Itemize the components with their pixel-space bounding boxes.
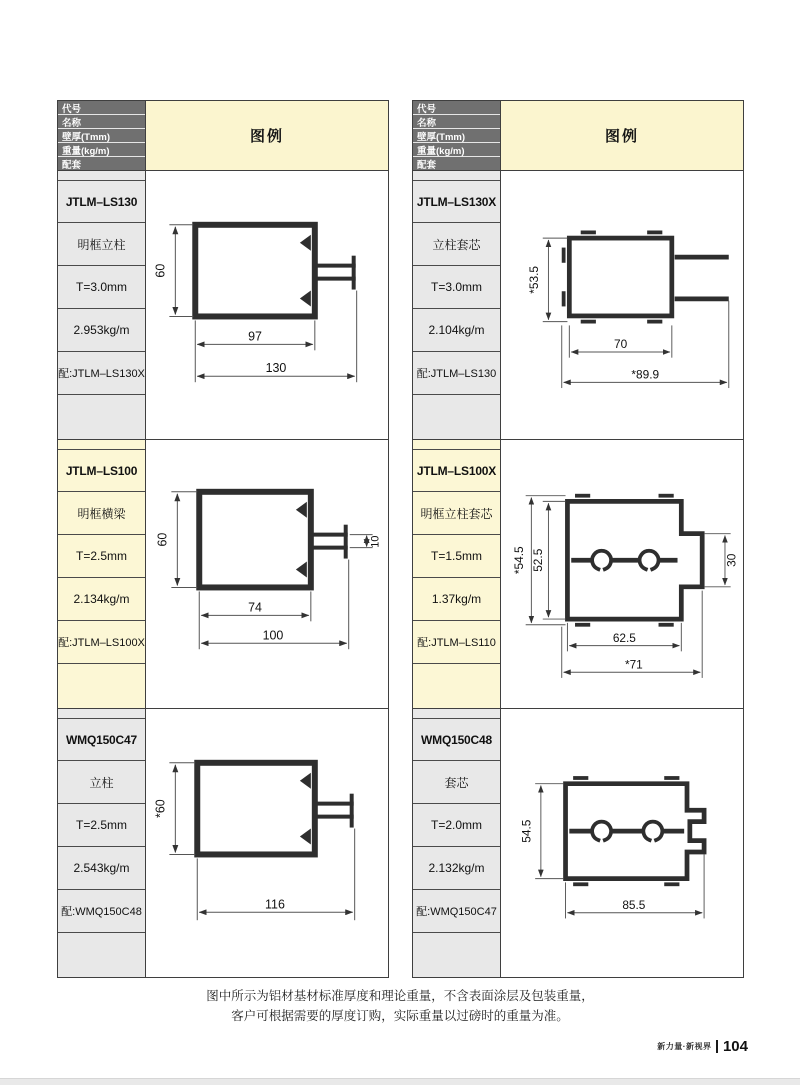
product-match: 配:JTLM–LS100X: [58, 621, 145, 664]
dim-height: *60: [153, 799, 168, 818]
bottom-note: [0, 986, 800, 1026]
dim-overall-width: *89.9: [631, 367, 660, 382]
dim-overall-width: 116: [265, 897, 285, 912]
profile-drawing-icon: [501, 171, 743, 439]
legend-header: 图例: [146, 101, 388, 170]
product-name: 明框横梁: [58, 492, 145, 535]
product-thickness: T=3.0mm: [58, 266, 145, 309]
profile-drawing-icon: [501, 440, 743, 708]
product-weight: 2.134kg/m: [58, 578, 145, 621]
profile-drawing-icon: [146, 171, 388, 439]
dim-inner-height: 52.5: [530, 548, 545, 572]
dim-notch-height: 30: [724, 553, 739, 567]
dim-overall-width: 130: [265, 361, 287, 376]
profile-diagram: [501, 171, 743, 439]
header-row-thickness: 壁厚(Tmm): [413, 129, 500, 143]
header-label-column: [58, 101, 146, 170]
product-code: JTLM–LS100: [58, 449, 145, 492]
product-weight: 1.37kg/m: [413, 578, 500, 621]
product-name: 明框立柱套芯: [413, 492, 500, 535]
product-block-wmq150c47: [58, 708, 388, 977]
product-labels: [413, 171, 501, 439]
dim-inner-width: 97: [248, 329, 262, 344]
dim-height: 60: [155, 532, 170, 547]
product-code: JTLM–LS100X: [413, 449, 500, 492]
product-block-wmq150c48: [413, 708, 743, 977]
dim-height: 54.5: [519, 819, 534, 843]
product-thickness: T=2.5mm: [58, 535, 145, 578]
table-header: [58, 101, 388, 170]
header-row-thickness: 壁厚(Tmm): [58, 129, 145, 143]
product-name: 明框立柱: [58, 223, 145, 266]
dim-height: 60: [153, 263, 168, 278]
product-labels: [413, 709, 501, 977]
product-labels: [58, 709, 146, 977]
dim-overall-width: 100: [262, 628, 284, 643]
legend-header: 图例: [501, 101, 743, 170]
product-weight: 2.953kg/m: [58, 309, 145, 352]
product-weight: 2.104kg/m: [413, 309, 500, 352]
product-block-jtlm-ls130x: [413, 170, 743, 439]
dim-inner-width: 70: [613, 337, 628, 352]
product-match: 配:JTLM–LS110: [413, 621, 500, 664]
product-match: 配:JTLM–LS130X: [58, 352, 145, 395]
header-row-match: 配套: [413, 157, 500, 170]
footer-brand: 新力量·新视界: [657, 1042, 712, 1051]
product-weight: 2.132kg/m: [413, 847, 500, 890]
scan-bottom-edge: [0, 1078, 800, 1085]
header-label-column: [413, 101, 501, 170]
dim-arm-height: 10: [369, 535, 382, 548]
product-code: JTLM–LS130X: [413, 180, 500, 223]
product-thickness: T=2.0mm: [413, 804, 500, 847]
spec-table-right: [412, 100, 744, 978]
product-labels: [413, 440, 501, 708]
product-block-jtlm-ls130: [58, 170, 388, 439]
header-row-weight: 重量(kg/m): [58, 143, 145, 157]
note-line-2: 客户可根据需要的厚度订购，实际重量以过磅时的重量为准。: [231, 1009, 569, 1023]
profile-diagram: [146, 171, 388, 439]
header-row-code: 代号: [58, 101, 145, 115]
product-block-jtlm-ls100x: [413, 439, 743, 708]
dim-overall-width: *71: [624, 657, 643, 672]
table-header: [413, 101, 743, 170]
product-name: 立柱套芯: [413, 223, 500, 266]
product-labels: [58, 440, 146, 708]
profile-diagram: [501, 440, 743, 708]
profile-drawing-icon: [146, 709, 388, 977]
product-match: 配:WMQ150C48: [58, 890, 145, 933]
profile-drawing-icon: [501, 709, 743, 977]
spec-table-left: [57, 100, 389, 978]
product-match: 配:JTLM–LS130: [413, 352, 500, 395]
product-name: 套芯: [413, 761, 500, 804]
header-row-name: 名称: [58, 115, 145, 129]
product-code: WMQ150C48: [413, 718, 500, 761]
product-labels: [58, 171, 146, 439]
footer-divider: [716, 1040, 718, 1053]
dim-overall-height: *54.5: [511, 546, 526, 575]
profile-diagram: [501, 709, 743, 977]
profile-drawing-icon: [146, 440, 388, 708]
dim-inner-width: 74: [248, 600, 262, 615]
profile-diagram: [146, 440, 388, 708]
header-row-weight: 重量(kg/m): [413, 143, 500, 157]
product-thickness: T=1.5mm: [413, 535, 500, 578]
product-thickness: T=3.0mm: [413, 266, 500, 309]
product-code: JTLM–LS130: [58, 180, 145, 223]
dim-height: *53.5: [527, 265, 542, 294]
profile-diagram: [146, 709, 388, 977]
page-footer: [657, 1038, 748, 1055]
page-number: 104: [722, 1038, 748, 1055]
dim-overall-width: 85.5: [622, 897, 646, 912]
header-row-code: 代号: [413, 101, 500, 115]
header-row-name: 名称: [413, 115, 500, 129]
product-thickness: T=2.5mm: [58, 804, 145, 847]
note-line-1: 图中所示为铝材基材标准厚度和理论重量，不含表面涂层及包装重量，: [206, 989, 594, 1003]
product-weight: 2.543kg/m: [58, 847, 145, 890]
header-row-match: 配套: [58, 157, 145, 170]
catalog-tables: [57, 100, 744, 978]
dim-inner-width: 62.5: [612, 630, 636, 645]
product-block-jtlm-ls100: [58, 439, 388, 708]
product-match: 配:WMQ150C47: [413, 890, 500, 933]
product-name: 立柱: [58, 761, 145, 804]
product-code: WMQ150C47: [58, 718, 145, 761]
